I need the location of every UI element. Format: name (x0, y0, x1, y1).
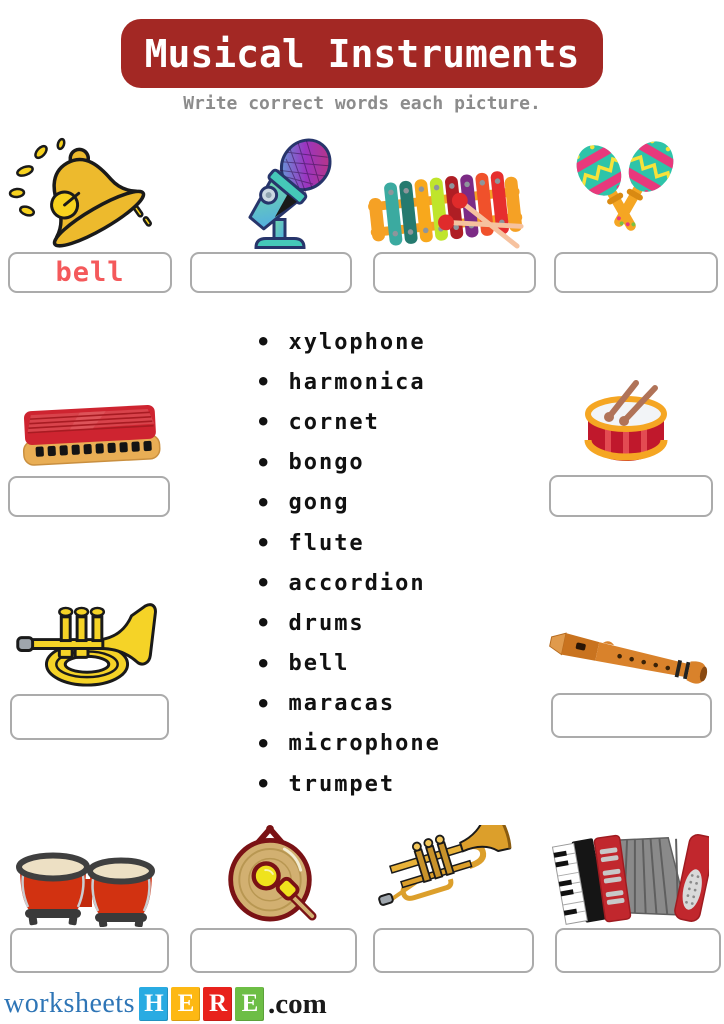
bullet-icon: • (256, 408, 271, 437)
trumpet-icon (371, 825, 523, 925)
bullet-icon: • (256, 569, 271, 598)
bullet-icon: • (256, 529, 271, 558)
page-subtitle: Write correct words each picture. (183, 93, 541, 114)
bullet-icon: • (256, 729, 271, 758)
word-bank-item (256, 523, 441, 563)
word-bank-item (256, 483, 441, 523)
footer-letter-block-e1: E (171, 987, 200, 1021)
word-bank-word: drums (288, 610, 365, 636)
footer-letter-block-e2: E (235, 987, 264, 1021)
bullet-icon: • (256, 488, 271, 517)
word-bank-item (256, 402, 441, 442)
word-bank-word: gong (288, 490, 350, 516)
bullet-icon: • (256, 609, 271, 638)
word-bank-item (256, 443, 441, 483)
word-bank-item (256, 362, 441, 402)
answer-box-drums[interactable] (549, 475, 713, 517)
answer-box-xylophone[interactable] (373, 252, 536, 293)
word-bank-item (256, 644, 441, 684)
footer-suffix: .com (267, 987, 327, 1020)
bullet-icon: • (256, 649, 271, 678)
bullet-icon: • (256, 448, 271, 477)
microphone-icon (228, 135, 333, 251)
word-bank-item (256, 603, 441, 643)
gong-icon (223, 821, 317, 925)
accordion-icon (551, 829, 709, 927)
word-bank-item (256, 322, 441, 362)
footer-logo[interactable] (4, 985, 327, 1023)
bongo-icon (12, 851, 167, 927)
word-bank-item (256, 764, 441, 804)
word-bank-word: bell (288, 651, 350, 677)
answer-box-maracas[interactable] (554, 252, 718, 293)
harmonica-icon (15, 400, 165, 472)
bell-icon (5, 133, 165, 251)
bullet-icon: • (256, 368, 271, 397)
word-bank-word: harmonica (288, 369, 426, 395)
answer-box-cornet[interactable] (10, 694, 169, 740)
footer-prefix: worksheets (4, 988, 135, 1019)
answer-box-accordion[interactable] (555, 928, 721, 973)
word-bank-item (256, 684, 441, 724)
bullet-icon: • (256, 770, 271, 799)
word-bank-word: accordion (288, 570, 426, 596)
answer-box-flute[interactable] (551, 693, 712, 738)
word-bank-word: flute (288, 530, 365, 556)
answer-box-trumpet[interactable] (373, 928, 534, 973)
answer-box-gong[interactable] (190, 928, 357, 973)
page-title: Musical Instruments (144, 31, 580, 76)
word-bank-word: microphone (288, 731, 441, 757)
bullet-icon: • (256, 328, 271, 357)
word-bank-word: cornet (288, 409, 380, 435)
word-bank-word: maracas (288, 691, 396, 717)
footer-letter-block-r: R (203, 987, 232, 1021)
word-bank (256, 322, 441, 804)
bullet-icon: • (256, 689, 271, 718)
answer-box-microphone[interactable] (190, 252, 352, 293)
footer-letter-block-h: H (139, 987, 168, 1021)
word-bank-item (256, 563, 441, 603)
title-banner (121, 19, 603, 88)
maracas-icon (566, 134, 684, 250)
word-bank-word: bongo (288, 450, 365, 476)
answer-box-bongo[interactable] (10, 928, 169, 973)
xylophone-icon (366, 171, 524, 252)
cornet-icon (15, 601, 160, 692)
answer-box-harmonica[interactable] (8, 476, 170, 517)
flute-icon (547, 626, 709, 690)
answer-box-bell[interactable] (8, 252, 172, 293)
answer-text-bell: bell (55, 257, 125, 288)
word-bank-word: trumpet (288, 771, 396, 797)
word-bank-word: xylophone (288, 329, 426, 355)
word-bank-item (256, 724, 441, 764)
drums-icon (578, 380, 674, 472)
